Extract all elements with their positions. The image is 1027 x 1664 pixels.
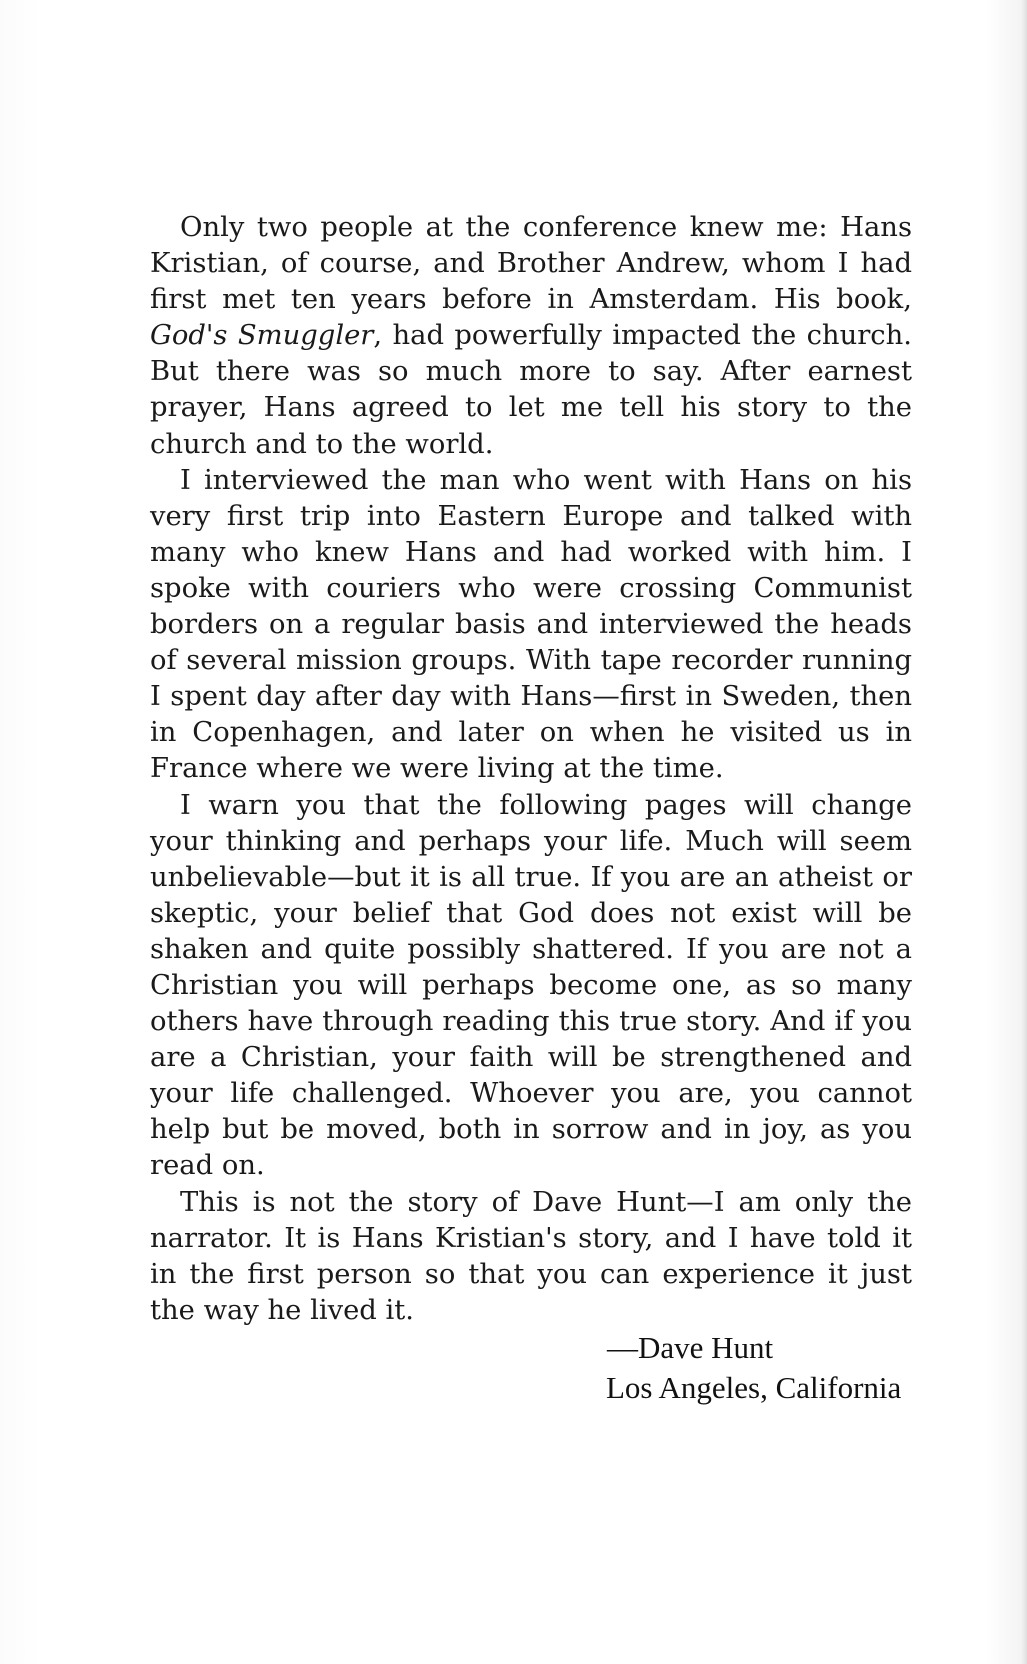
paragraph-1-start: Only two people at the conference knew me: Hans Kristian, of course, and Brother Andrew, whom I had first met ten years before in Amsterdam. His book, xyxy=(150,212,912,316)
paragraph-1-end: , had powerfully impacted the church. But there was so much more to say. After earnest prayer, Hans agreed to let me tell his story to the church and to the world. xyxy=(150,320,912,460)
author-signature: —Dave Hunt xyxy=(607,1330,774,1365)
paragraph-1 xyxy=(150,210,912,463)
body-text xyxy=(150,210,912,1329)
paragraph-4: This is not the story of Dave Hunt—I am only the narrator. It is Hans Kristian's story, and I have told it in the first person so that you can experience it just the way he lived it. xyxy=(150,1186,912,1326)
book-title: God's Smuggler xyxy=(150,320,374,352)
page-edge-shadow xyxy=(1021,0,1027,1664)
signature-block xyxy=(606,1328,901,1408)
author-location: Los Angeles, California xyxy=(606,1370,902,1405)
paragraph-2: I interviewed the man who went with Hans on his very first trip into Eastern Europe and talked with many who knew Hans and had worked with him. I spoke with couriers who were crossing Communist borders on a regular basis and interviewed the heads of several mission groups. With tape recorder running I spent day after day with Hans—first in Sweden, then in Copenhagen, and later on when he visited us in France where we were living at the time. xyxy=(150,464,912,785)
paragraph-3: I warn you that the following pages will change your thinking and perhaps your life. Much will seem unbelievable—but it is all true. If you are an atheist or skeptic, your belief that God does not exist will be shaken and quite possibly shattered. If you are not a Christian you will perhaps become one, as so many others have through reading this true story. And if you are a Christian, your faith will be strengthened and your life challenged. Whoever you are, you cannot help but be moved, both in sorrow and in joy, as you read on. xyxy=(150,789,912,1182)
